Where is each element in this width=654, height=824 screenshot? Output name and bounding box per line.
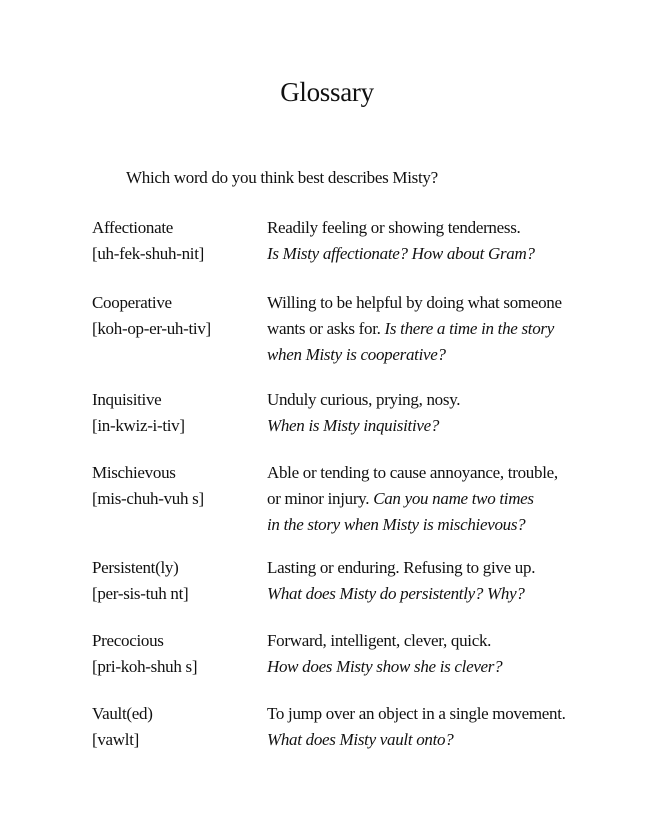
definition-line [267, 413, 612, 439]
definition-text: Able or tending to cause annoyance, trouble, [267, 463, 558, 482]
definition-text: To jump over an object in a single movement. [267, 704, 566, 723]
definition-text: Lasting or enduring. Refusing to give up. [267, 558, 536, 577]
definition-question: Is Misty affectionate? How about Gram? [267, 244, 535, 263]
definition-line [267, 241, 612, 267]
entry-word: Vault(ed) [92, 704, 153, 723]
entry-definition [267, 460, 612, 538]
entry-pronunciation: [mis-chuh-vuh s] [92, 489, 204, 508]
entry-word: Mischievous [92, 463, 176, 482]
definition-line [267, 727, 612, 753]
definition-text: or minor injury. [267, 489, 374, 508]
entry-term [92, 460, 262, 512]
definition-text: Readily feeling or showing tenderness. [267, 218, 521, 237]
entry-term [92, 555, 262, 607]
entry-pronunciation: [pri-koh-shuh s] [92, 657, 198, 676]
definition-question: How does Misty show she is clever? [267, 657, 503, 676]
entry-definition [267, 628, 612, 680]
entry-word: Persistent(ly) [92, 558, 179, 577]
definition-text: Willing to be helpful by doing what someone [267, 293, 562, 312]
definition-line [267, 316, 612, 342]
definition-text: Unduly curious, prying, nosy. [267, 390, 461, 409]
entry-pronunciation: [in-kwiz-i-tiv] [92, 416, 185, 435]
definition-line [267, 342, 612, 368]
definition-question: Is there a time in the story [384, 319, 554, 338]
entry-word: Inquisitive [92, 390, 162, 409]
entry-pronunciation: [per-sis-tuh nt] [92, 584, 189, 603]
definition-line [267, 486, 612, 512]
definition-line [267, 290, 612, 316]
definition-question: Can you name two times [373, 489, 534, 508]
definition-text: wants or asks for. [267, 319, 385, 338]
definition-question: What does Misty vault onto? [267, 730, 454, 749]
definition-line [267, 460, 612, 486]
entry-definition [267, 387, 612, 439]
definition-question: What does Misty do persistently? Why? [267, 584, 525, 603]
entry-definition [267, 215, 612, 267]
entry-term [92, 387, 262, 439]
entry-term [92, 290, 262, 342]
entry-definition [267, 701, 612, 753]
definition-line [267, 512, 612, 538]
entry-term [92, 215, 262, 267]
definition-text: Forward, intelligent, clever, quick. [267, 631, 492, 650]
entry-pronunciation: [vawlt] [92, 730, 139, 749]
entry-definition [267, 555, 612, 607]
entry-word: Affectionate [92, 218, 174, 237]
definition-line [267, 215, 612, 241]
definition-line [267, 555, 612, 581]
definition-question: when Misty is cooperative? [267, 345, 446, 364]
entry-definition [267, 290, 612, 368]
entry-pronunciation: [koh-op-er-uh-tiv] [92, 319, 211, 338]
definition-question: When is Misty inquisitive? [267, 416, 440, 435]
page-title: Glossary [280, 77, 374, 107]
definition-line [267, 387, 612, 413]
definition-line [267, 581, 612, 607]
definition-question: in the story when Misty is mischievous? [267, 515, 526, 534]
prompt-question: Which word do you think best describes Misty? [126, 168, 438, 187]
definition-line [267, 654, 612, 680]
entry-term [92, 701, 262, 753]
definition-line [267, 701, 612, 727]
entry-word: Cooperative [92, 293, 172, 312]
definition-line [267, 628, 612, 654]
entry-pronunciation: [uh-fek-shuh-nit] [92, 244, 204, 263]
entry-word: Precocious [92, 631, 164, 650]
entry-term [92, 628, 262, 680]
